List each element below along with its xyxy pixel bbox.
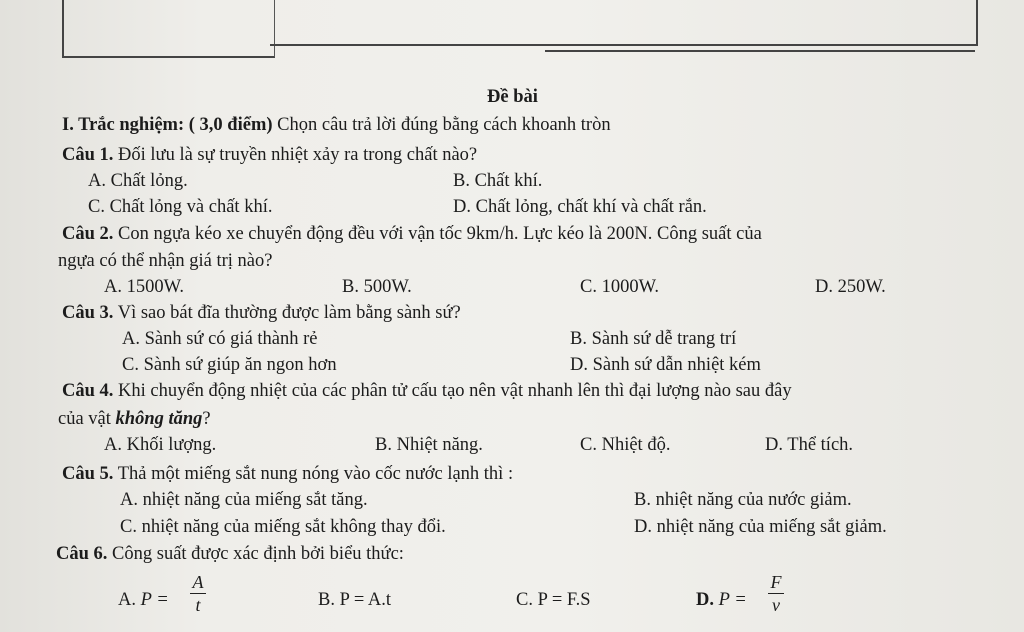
q6-option-d[interactable] bbox=[696, 589, 747, 611]
fraction-bar bbox=[190, 593, 206, 594]
q6-option-d-letter: D. bbox=[696, 590, 714, 610]
q6-option-b[interactable]: B. P = A.t bbox=[318, 590, 391, 610]
question-1 bbox=[62, 144, 477, 166]
question-2-text-2: ngựa có thể nhận giá trị nào? bbox=[58, 251, 273, 271]
question-2-text-1: Con ngựa kéo xe chuyển động đều với vận tốc 9km/h. Lực kéo là 200N. Công suất của bbox=[118, 224, 762, 244]
q2-option-a[interactable]: A. 1500W. bbox=[104, 277, 184, 297]
section-instruction: Chọn câu trả lời đúng bằng cách khoanh tròn bbox=[277, 115, 611, 135]
question-5-label: Câu 5. bbox=[62, 464, 114, 484]
header-box-right bbox=[270, 0, 978, 46]
question-3 bbox=[62, 302, 461, 324]
section-label: I. Trắc nghiệm: bbox=[62, 115, 185, 135]
q4-option-d[interactable]: D. Thể tích. bbox=[765, 435, 854, 455]
question-4-text-1: Khi chuyển động nhiệt của các phân tử cấu tạo nên vật nhanh lên thì đại lượng nào sau đây bbox=[118, 381, 792, 401]
q6-option-a-fraction bbox=[190, 572, 206, 615]
question-3-text: Vì sao bát đĩa thường được làm bằng sành sứ? bbox=[117, 303, 461, 323]
q1-option-a[interactable]: A. Chất lỏng. bbox=[88, 171, 188, 191]
q3-option-c[interactable]: C. Sành sứ giúp ăn ngon hơn bbox=[122, 355, 337, 375]
question-2 bbox=[62, 223, 762, 245]
q5-option-c[interactable]: C. nhiệt năng của miếng sắt không thay đổi. bbox=[120, 517, 446, 537]
q6-option-a-denominator: t bbox=[195, 595, 201, 615]
q6-option-d-numerator: F bbox=[770, 572, 782, 592]
section-heading bbox=[62, 114, 611, 136]
question-4-label: Câu 4. bbox=[62, 381, 114, 401]
q6-option-d-denominator: v bbox=[772, 595, 780, 615]
q5-option-a[interactable]: A. nhiệt năng của miếng sắt tăng. bbox=[120, 490, 368, 510]
q1-option-d[interactable]: D. Chất lỏng, chất khí và chất rắn. bbox=[453, 197, 707, 217]
q2-option-d[interactable]: D. 250W. bbox=[815, 277, 886, 297]
fraction-bar bbox=[768, 593, 784, 594]
question-4-text-2c: ? bbox=[202, 409, 211, 429]
question-6-text: Công suất được xác định bởi biểu thức: bbox=[112, 544, 404, 564]
q2-option-c[interactable]: C. 1000W. bbox=[580, 277, 659, 297]
question-4-text-2 bbox=[58, 408, 211, 430]
q1-option-c[interactable]: C. Chất lỏng và chất khí. bbox=[88, 197, 273, 217]
q1-option-b[interactable]: B. Chất khí. bbox=[453, 171, 543, 191]
section-score: ( 3,0 điểm) bbox=[188, 115, 273, 135]
header-rule bbox=[545, 50, 975, 52]
q6-option-a-letter: A. bbox=[118, 590, 136, 610]
q6-option-a-lhs: P = bbox=[140, 590, 169, 610]
q6-option-d-lhs: P = bbox=[718, 590, 747, 610]
question-5-text: Thả một miếng sắt nung nóng vào cốc nước lạnh thì : bbox=[117, 464, 514, 484]
q6-option-a[interactable] bbox=[118, 589, 169, 611]
question-4-text-2a: của vật bbox=[58, 409, 111, 429]
question-2-label: Câu 2. bbox=[62, 224, 114, 244]
q4-option-a[interactable]: A. Khối lượng. bbox=[104, 435, 217, 455]
question-3-label: Câu 3. bbox=[62, 303, 114, 323]
q6-option-a-numerator: A bbox=[192, 572, 204, 592]
q3-option-b[interactable]: B. Sành sứ dễ trang trí bbox=[570, 329, 737, 349]
q3-option-d[interactable]: D. Sành sứ dẫn nhiệt kém bbox=[570, 355, 761, 375]
question-4 bbox=[62, 380, 792, 402]
q4-option-b[interactable]: B. Nhiệt năng. bbox=[375, 435, 483, 455]
header-box-left bbox=[62, 0, 275, 58]
question-6-label: Câu 6. bbox=[56, 544, 108, 564]
q5-option-d[interactable]: D. nhiệt năng của miếng sắt giảm. bbox=[634, 517, 887, 537]
page-title: Đề bài bbox=[487, 87, 538, 107]
question-4-emphasis: không tăng bbox=[115, 409, 203, 429]
q5-option-b[interactable]: B. nhiệt năng của nước giảm. bbox=[634, 490, 852, 510]
q4-option-c[interactable]: C. Nhiệt độ. bbox=[580, 435, 671, 455]
question-1-label: Câu 1. bbox=[62, 145, 114, 165]
question-1-text: Đối lưu là sự truyền nhiệt xảy ra trong chất nào? bbox=[118, 145, 478, 165]
question-5 bbox=[62, 463, 513, 485]
q2-option-b[interactable]: B. 500W. bbox=[342, 277, 412, 297]
q6-option-d-fraction bbox=[768, 572, 784, 615]
q3-option-a[interactable]: A. Sành sứ có giá thành rẻ bbox=[122, 329, 318, 349]
question-6 bbox=[56, 543, 404, 565]
q6-option-c[interactable]: C. P = F.S bbox=[516, 590, 591, 610]
